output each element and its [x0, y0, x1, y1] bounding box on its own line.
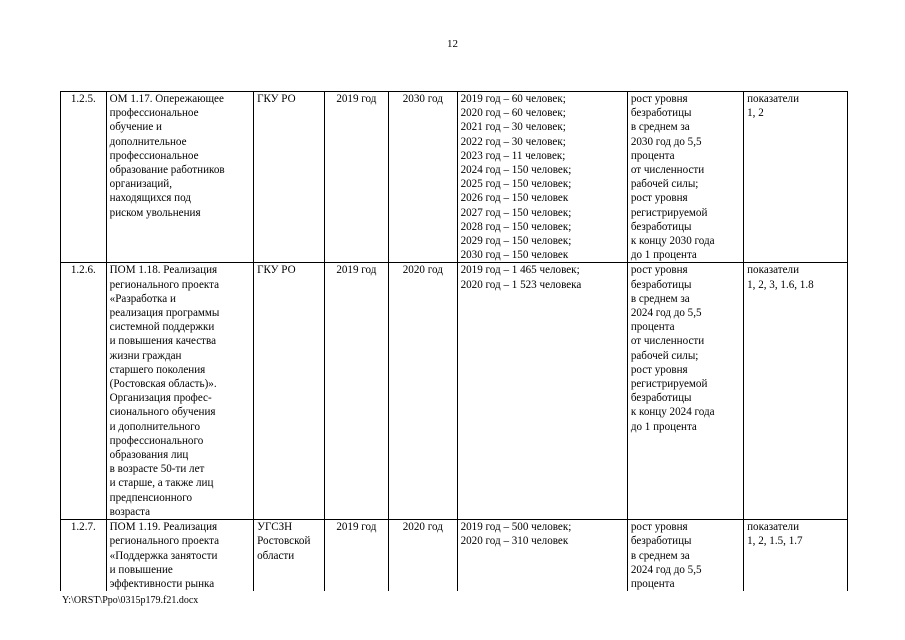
- cell-text-line: профессиональное: [109, 107, 199, 120]
- executor-cell: [254, 92, 325, 263]
- effect-cell: [627, 92, 743, 263]
- cell-text-line: ПОМ 1.18. Реализация: [109, 264, 218, 277]
- cell-text-line: от численности: [630, 335, 705, 348]
- cell-text-line: безработицы: [630, 107, 692, 120]
- cell-text-line: процента: [630, 149, 675, 162]
- cell-text-line: в среднем за: [630, 121, 690, 134]
- expected-result-cell: [457, 263, 627, 520]
- page-number: 12: [447, 38, 458, 50]
- cell-text-line: 2020 год – 310 человек: [460, 535, 569, 548]
- cell-text-line: Ростовской: [257, 535, 311, 548]
- measure-name-cell: [106, 92, 253, 263]
- cell-text-line: к концу 2030 года: [630, 235, 715, 248]
- cell-text-line: показатели: [747, 264, 800, 277]
- cell-text-line: 2024 год – 150 человек;: [460, 164, 572, 177]
- cell-text-line: 2029 год – 150 человек;: [460, 235, 572, 248]
- cell-text-line: до 1 процента: [630, 249, 697, 262]
- cell-text-line: до 1 процента: [630, 420, 697, 433]
- cell-text-line: реализация программы: [109, 307, 220, 320]
- cell-text-line: и дополнительного: [109, 420, 200, 433]
- indicators-cell: [744, 92, 848, 263]
- cell-text-line: от численности: [630, 164, 705, 177]
- cell-text-line: обучение и: [109, 121, 162, 134]
- measure-name-cell: [106, 520, 253, 592]
- cell-text-line: регионального проекта: [109, 535, 220, 548]
- cell-text-line: регионального проекта: [109, 278, 220, 291]
- expected-result-cell: [457, 92, 627, 263]
- cell-text-line: «Разработка и: [109, 292, 176, 305]
- cell-text-line: 2019 год – 500 человек;: [460, 521, 572, 534]
- cell-text-line: организаций,: [109, 178, 173, 191]
- cell-text-line: области: [257, 549, 295, 562]
- table-row: [61, 520, 848, 592]
- cell-text-line: рост уровня: [630, 192, 688, 205]
- cell-text-line: рост уровня: [630, 264, 688, 277]
- cell-text-line: образования лиц: [109, 449, 189, 462]
- cell-text-line: 2027 год – 150 человек;: [460, 206, 572, 219]
- cell-text-line: процента: [630, 321, 675, 334]
- cell-text-line: предпенсионного: [109, 491, 193, 504]
- measures-table: [60, 91, 848, 591]
- cell-text-line: и повышение: [109, 563, 173, 576]
- executor-cell: [254, 263, 325, 520]
- cell-text-line: к концу 2024 года: [630, 406, 715, 419]
- cell-text-line: 2030 год до 5,5: [630, 135, 702, 148]
- cell-text-line: 1, 2, 1.5, 1.7: [747, 535, 803, 548]
- table-row: [61, 263, 848, 520]
- cell-text-line: ГКУ РО: [257, 264, 296, 277]
- cell-text-line: 2024 год до 5,5: [630, 563, 702, 576]
- effect-cell: [627, 520, 743, 592]
- cell-text-line: безработицы: [630, 392, 692, 405]
- cell-text-line: рост уровня: [630, 93, 688, 105]
- cell-text-line: профессиональное: [109, 149, 199, 162]
- end-date-cell: 2030 год: [389, 92, 458, 263]
- cell-text-line: находящихся под: [109, 192, 191, 205]
- cell-text-line: процента: [630, 577, 675, 590]
- end-date-cell: 2020 год: [389, 263, 458, 520]
- cell-text-line: безработицы: [630, 220, 692, 233]
- cell-text-line: 2019 год – 1 465 человек;: [460, 264, 580, 277]
- cell-text-line: показатели: [747, 93, 800, 105]
- effect-cell: [627, 263, 743, 520]
- cell-text-line: и старше, а также лиц: [109, 477, 214, 490]
- cell-text-line: 1, 2, 3, 1.6, 1.8: [747, 278, 814, 291]
- cell-text-line: регистрируемой: [630, 378, 708, 391]
- cell-text-line: рост уровня: [630, 521, 688, 534]
- cell-text-line: ОМ 1.17. Опережающее: [109, 93, 224, 105]
- cell-text-line: дополнительное: [109, 135, 187, 148]
- cell-text-line: ПОМ 1.19. Реализация: [109, 521, 218, 534]
- cell-text-line: регистрируемой: [630, 206, 708, 219]
- cell-text-line: эффективности рынка: [109, 577, 215, 590]
- cell-text-line: 2028 год – 150 человек;: [460, 220, 572, 233]
- cell-text-line: УГСЗН: [257, 521, 293, 534]
- cell-text-line: в среднем за: [630, 549, 690, 562]
- row-number-cell: 1.2.6.: [61, 263, 107, 520]
- cell-text-line: старшего поколения: [109, 363, 206, 376]
- cell-text-line: 2020 год – 60 человек;: [460, 107, 566, 120]
- cell-text-line: 2024 год до 5,5: [630, 307, 702, 320]
- cell-text-line: 2019 год – 60 человек;: [460, 93, 566, 105]
- cell-text-line: 2023 год – 11 человек;: [460, 149, 566, 162]
- cell-text-line: 2026 год – 150 человек: [460, 192, 569, 205]
- executor-cell: [254, 520, 325, 592]
- end-date-cell: 2020 год: [389, 520, 458, 592]
- cell-text-line: рост уровня: [630, 363, 688, 376]
- indicators-cell: [744, 520, 848, 592]
- cell-text-line: возраста: [109, 505, 151, 518]
- cell-text-line: (Ростовская область)».: [109, 378, 217, 391]
- cell-text-line: 2021 год – 30 человек;: [460, 121, 566, 134]
- start-date-cell: 2019 год: [324, 92, 388, 263]
- start-date-cell: 2019 год: [324, 520, 388, 592]
- cell-text-line: системной поддержки: [109, 321, 215, 334]
- cell-text-line: 2022 год – 30 человек;: [460, 135, 566, 148]
- table-row: [61, 92, 848, 263]
- cell-text-line: в возрасте 50-ти лет: [109, 463, 205, 476]
- cell-text-line: жизни граждан: [109, 349, 182, 362]
- cell-text-line: рабочей силы;: [630, 178, 699, 191]
- cell-text-line: показатели: [747, 521, 800, 534]
- file-path-footer: Y:\ORST\Ppo\0315p179.f21.docx: [62, 595, 199, 606]
- cell-text-line: 2020 год – 1 523 человека: [460, 278, 582, 291]
- cell-text-line: и повышения качества: [109, 335, 217, 348]
- cell-text-line: «Поддержка занятости: [109, 549, 218, 562]
- start-date-cell: 2019 год: [324, 263, 388, 520]
- cell-text-line: рабочей силы;: [630, 349, 699, 362]
- cell-text-line: в среднем за: [630, 292, 690, 305]
- cell-text-line: образование работников: [109, 164, 225, 177]
- measure-name-cell: [106, 263, 253, 520]
- row-number-cell: 1.2.5.: [61, 92, 107, 263]
- cell-text-line: сионального обучения: [109, 406, 216, 419]
- cell-text-line: риском увольнения: [109, 206, 201, 219]
- cell-text-line: безработицы: [630, 278, 692, 291]
- row-number-cell: 1.2.7.: [61, 520, 107, 592]
- cell-text-line: безработицы: [630, 535, 692, 548]
- cell-text-line: профессионального: [109, 434, 204, 447]
- cell-text-line: 2030 год – 150 человек: [460, 249, 569, 262]
- cell-text-line: Организация профес-: [109, 392, 212, 405]
- cell-text-line: ГКУ РО: [257, 93, 296, 105]
- indicators-cell: [744, 263, 848, 520]
- cell-text-line: 1, 2: [747, 107, 764, 120]
- expected-result-cell: [457, 520, 627, 592]
- cell-text-line: 2025 год – 150 человек;: [460, 178, 572, 191]
